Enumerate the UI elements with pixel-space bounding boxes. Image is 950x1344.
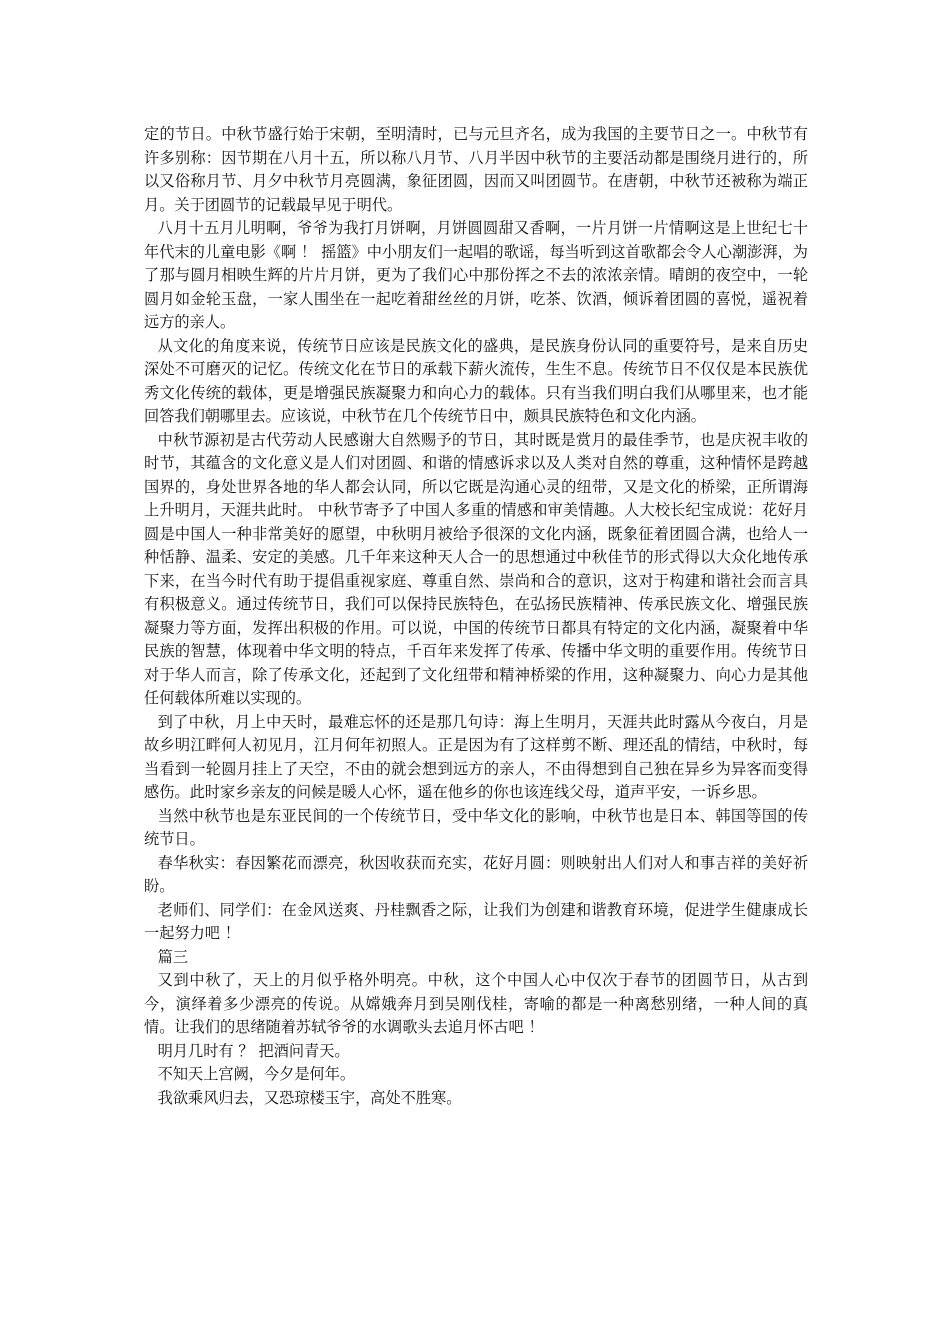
paragraph-east-asia: 当然中秋节也是东亚民间的一个传统节日，受中华文化的影响，中秋节也是日本、韩国等国的传统节日。 [144,806,808,848]
paragraph-cultural-perspective: 从文化的角度来说，传统节日应该是民族文化的盛典，是民族身份认同的重要符号，是来自历史深处不可磨灭的记忆。传统文化在节日的承载下薪火流传，生生不息。传统节日不仅仅是本民族优秀文化传统的载体，更是增强民族凝聚力和向心力的载体。只有当我们明白我们从哪里来，也才能回答我们朝哪里去。应该说，中秋节在几个传统节日中，颇具民族特色和文化内涵。 [144,336,808,425]
paragraph-spring-autumn: 春华秋实：春因繁花而漂亮，秋因收获而充实，花好月圆：则映射出人们对人和事吉祥的美好祈盼。 [144,853,808,895]
paragraph-mid-autumn-again: 又到中秋了，天上的月似乎格外明亮。中秋，这个中国人心中仅次于春节的团圆节日，从古到今，演绎着多少漂亮的传说。从嫦娥奔月到吴刚伐桂，寄喻的都是一种离愁别绪，一种人间的真情。让我们的思绪随着苏轼爷爷的水调歌头去追月怀古吧 ！ [144,971,808,1036]
paragraph-festival-origin: 定的节日。中秋节盛行始于宋朝，至明清时，已与元旦齐名，成为我国的主要节日之一。中秋节有许多别称：因节期在八月十五，所以称八月节、八月半因中秋节的主要活动都是围绕月进行的，所以又俗称月节、月夕中秋节月亮圆满，象征团圆，因而又叫团圆节。在唐朝，中秋节还被称为端正月。关于团圆节的记载最早见于明代。 [144,125,808,214]
paragraph-poem-memories: 到了中秋，月上中天时，最难忘怀的还是那几句诗：海上生明月，天涯共此时露从今夜白，月是故乡明江畔何人初见月，江月何年初照人。正是因为有了这样剪不断、理还乱的情结，中秋时，每当看到一轮圆月挂上了天空，不由的就会想到远方的亲人，不由得想到自己独在异乡为异客而变得感伤。此时家乡亲友的问候是暖人心怀，遥在他乡的你也该连线父母，道声平安，一诉乡思。 [144,712,808,801]
paragraph-teachers-students: 老师们、同学们：在金风送爽、丹桂飘香之际，让我们为创建和谐教育环境，促进学生健康成长一起努力吧 ！ [144,900,808,942]
poem-line-2: 不知天上宫阙，今夕是何年。 [157,1065,356,1083]
paragraph-cultural-meaning: 中秋节源初是古代劳动人民感谢大自然赐予的节日，其时既是赏月的最佳季节，也是庆祝丰收的时节，其蕴含的文化意义是人们对团圆、和谐的情感诉求以及人类对自然的尊重，这种情怀是跨越国界的，身处世界各地的华人都会认同，所以它既是沟通心灵的纽带，又是文化的桥梁，正所谓海上升明月，天涯共此时。 中秋节寄予了中国人多重的情感和审美情趣。人大校长纪宝成说：花好月圆是中国人一种非常美好的愿望，中秋明月被给予很深的文化内涵，既象征着团圆合满，也给人一种恬静、温柔、安定的美感。几千年来这种天人合一的思想通过中秋佳节的形式得以大众化地传承下来，在当今时代有助于提倡重视家庭、尊重自然、崇尚和合的意识，这对于构建和谐社会而言具有积极意义。通过传统节日，我们可以保持民族特色，在弘扬民族精神、传承民族文化、增强民族凝聚力等方面，发挥出积极的作用。可以说，中国的传统节日都具有特定的文化内涵，凝聚着中华民族的智慧，体现着中华文明的特点，千百年来发挥了传承、传播中华文明的重要作用。传统节日对于华人而言，除了传承文化，还起到了文化纽带和精神桥梁的作用，这种凝聚力、向心力是其他任何载体所难以实现的。 [144,430,808,707]
poem-line-3: 我欲乘风归去，又恐琼楼玉宇，高处不胜寒。 [157,1088,462,1107]
section-heading-part-three: 篇三 [157,947,189,966]
poem-line-1: 明月几时有 ？ 把酒问青天。 [157,1041,350,1060]
paragraph-mooncake-song: 八月十五月儿明啊，爷爷为我打月饼啊，月饼圆圆甜又香啊，一片月饼一片情啊这是上世纪七十年代末的儿童电影《啊 ！ 摇篮》中小朋友们一起唱的歌谣，每当听到这首歌都会令人心潮澎湃，为了那与圆月相映生辉的片片月饼，更为了我们心中那份挥之不去的浓浓亲情。晴朗的夜空中，一轮圆月如金轮玉盘，一家人围坐在一起吃着甜丝丝的月饼，吃茶、饮酒，倾诉着团圆的喜悦，遥祝着远方的亲人。 [144,219,808,331]
